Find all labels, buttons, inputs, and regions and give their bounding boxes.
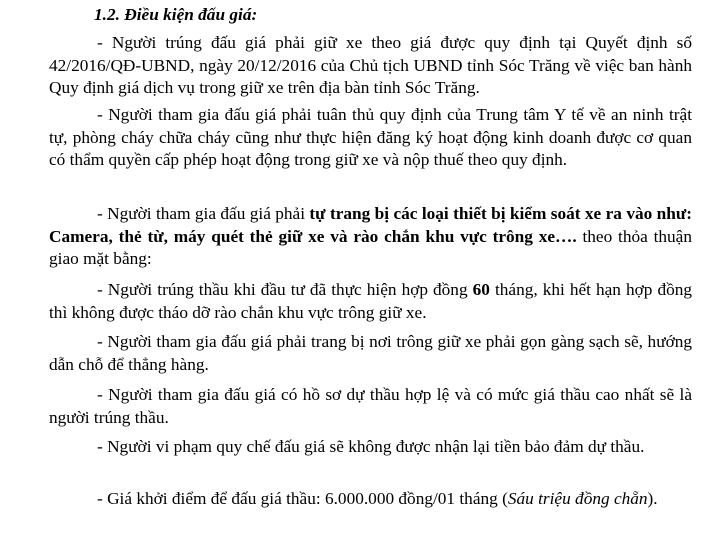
contract-term-months: 60 (472, 280, 490, 299)
starting-price-intro: - Giá khởi điểm để đấu giá thầu: 6.000.000 đồng/01 tháng ( (97, 489, 508, 508)
starting-price-tail: ). (647, 489, 658, 508)
starting-price-in-words: Sáu triệu đồng chẵn (507, 489, 648, 508)
equipment-rule-intro: - Người tham gia đấu giá phải (97, 204, 310, 223)
equipment-rule-tail: theo thỏa thuận giao mặt bằng: (49, 226, 692, 269)
paragraph-violation-rule: - Người vi phạm quy chế đấu giá sẽ không được nhận lại tiền bảo đảm dự thầu. (97, 437, 645, 456)
equipment-rule-emphasis: tự trang bị các loại thiết bị kiểm soát xe ra vào như: Camera, thẻ từ, máy quét thẻ giữ xe và rào chắn khu vực trông xe…. (49, 204, 692, 246)
paragraph-winner-rule: - Người tham gia đấu giá có hồ sơ dự thầu hợp lệ và có mức giá thầu cao nhất sẽ là người trúng thầu. (49, 385, 692, 427)
paragraph-equipment-rule (49, 203, 692, 271)
paragraph-starting-price (49, 488, 692, 511)
paragraph-contract-term-rule (49, 279, 692, 324)
paragraph-parking-price-rule: - Người trúng đấu giá phải giữ xe theo giá được quy định tại Quyết định số 42/2016/QĐ-UBND, ngày 20/12/2016 của Chủ tịch UBND tỉnh Sóc Trăng về việc ban hành Quy định giá dịch vụ trong giữ xe trên địa bàn tỉnh Sóc Trăng. (49, 33, 692, 98)
contract-term-intro: - Người trúng thầu khi đầu tư đã thực hiện hợp đồng (97, 280, 473, 299)
paragraph-tidiness-rule: - Người tham gia đấu giá phải trang bị nơi trông giữ xe phải gọn gàng sạch sẽ, hướng dẫn chỗ để thẳng hàng. (49, 332, 692, 374)
contract-term-tail: tháng, khi hết hạn hợp đồng thì không được tháo dỡ rào chắn khu vực trông giữ xe. (49, 280, 693, 322)
paragraph-compliance-rule: - Người tham gia đấu giá phải tuân thủ quy định của Trung tâm Y tế về an ninh trật tự, phòng cháy chữa cháy cũng như thực hiện đăng ký hoạt động kinh doanh được cơ quan có thẩm quyền cấp phép hoạt động trong giữ xe và nộp thuế theo quy định. (49, 105, 692, 170)
section-heading: 1.2. Điều kiện đấu giá: (94, 5, 258, 24)
